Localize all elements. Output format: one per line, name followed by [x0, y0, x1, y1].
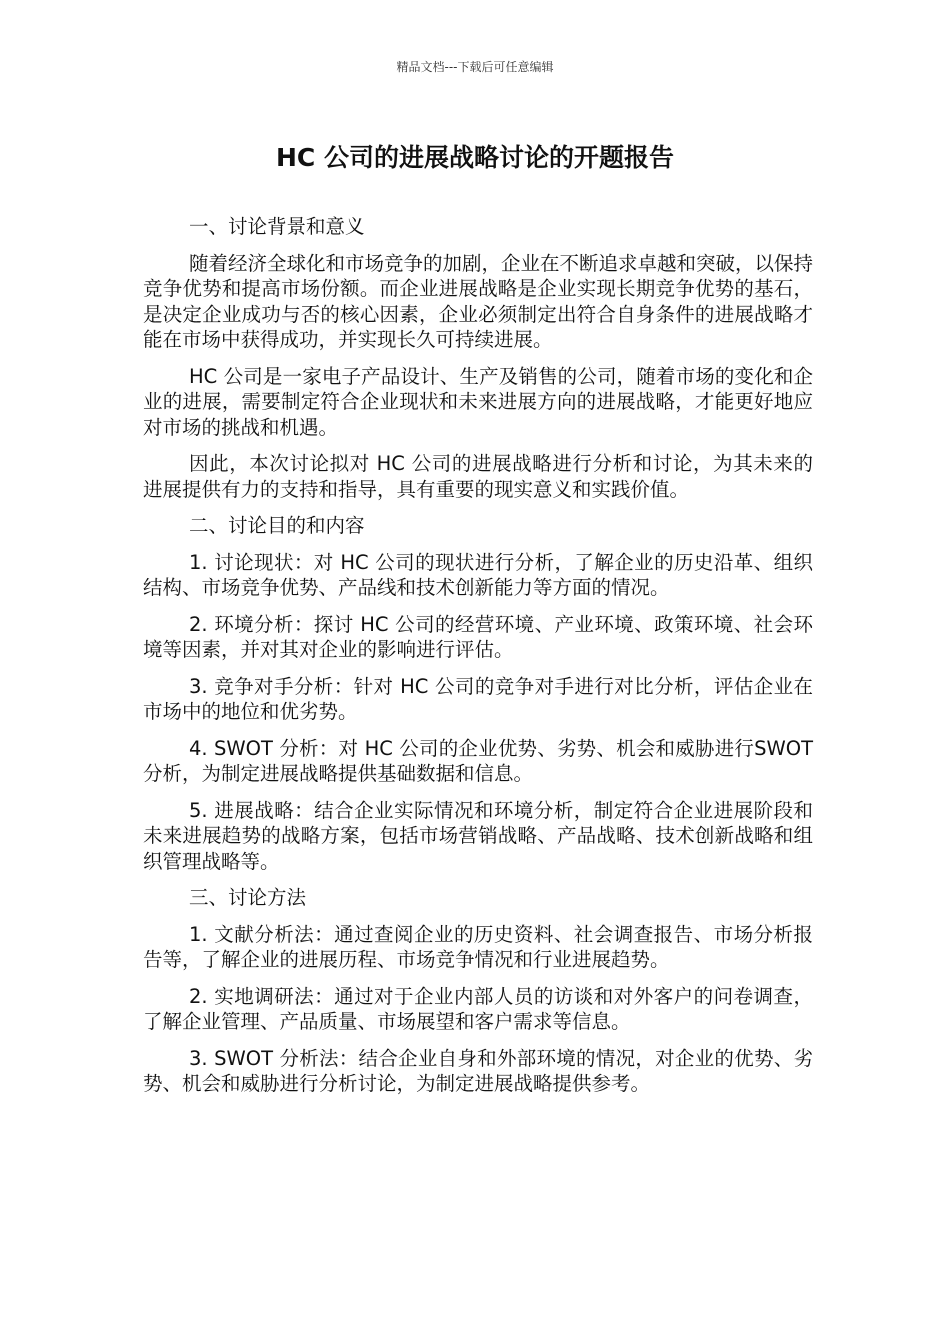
list-item: 4. SWOT 分析：对 HC 公司的企业优势、劣势、机会和威胁进行SWOT 分析，为制定进展战略提供基础数据和信息。: [143, 736, 813, 785]
paragraph: 随着经济全球化和市场竞争的加剧，企业在不断追求卓越和突破，以保持竞争优势和提高市场份额。而企业进展战略是企业实现长期竞争优势的基石，是决定企业成功与否的核心因素，企业必须制定出符合自身条件的进展战略才能在市场中获得成功，并实现长久可持续进展。: [143, 251, 814, 351]
document-body: [143, 214, 813, 1108]
list-item: 3. 竞争对手分析：针对 HC 公司的竞争对手进行对比分析，评估企业在市场中的地位和优劣势。: [143, 674, 813, 723]
document-title: HC 公司的进展战略讨论的开题报告: [276, 143, 674, 172]
section-heading: 二、讨论目的和内容: [189, 514, 365, 537]
list-item: 1. 讨论现状：对 HC 公司的现状进行分析，了解企业的历史沿革、组织结构、市场竞争优势、产品线和技术创新能力等方面的情况。: [143, 550, 813, 599]
paragraph: HC 公司是一家电子产品设计、生产及销售的公司，随着市场的变化和企业的进展，需要制定符合企业现状和未来进展方向的进展战略，才能更好地应对市场的挑战和机遇。: [143, 364, 813, 439]
section-heading: 一、讨论背景和意义: [189, 215, 365, 238]
paragraph: 因此，本次讨论拟对 HC 公司的进展战略进行分析和讨论，为其未来的进展提供有力的支持和指导，具有重要的现实意义和实践价值。: [143, 452, 813, 501]
list-item: 1. 文献分析法：通过查阅企业的历史资料、社会调查报告、市场分析报告等，了解企业的进展历程、市场竞争情况和行业进展趋势。: [143, 922, 813, 971]
list-item: 2. 实地调研法：通过对于企业内部人员的访谈和对外客户的问卷调查，了解企业管理、产品质量、市场展望和客户需求等信息。: [143, 984, 813, 1033]
list-item: 5. 进展战略：结合企业实际情况和环境分析，制定符合企业进展阶段和未来进展趋势的战略方案，包括市场营销战略、产品战略、技术创新战略和组织管理战略等。: [143, 798, 813, 873]
section-heading: 三、讨论方法: [189, 886, 307, 909]
list-item: 3. SWOT 分析法：结合企业自身和外部环境的情况，对企业的优势、劣势、机会和威胁进行分析讨论，为制定进展战略提供参考。: [143, 1046, 813, 1095]
header-note: 精品文档---下载后可任意编辑: [396, 60, 554, 74]
list-item: 2. 环境分析：探讨 HC 公司的经营环境、产业环境、政策环境、社会环境等因素，并对其对企业的影响进行评估。: [143, 612, 813, 661]
